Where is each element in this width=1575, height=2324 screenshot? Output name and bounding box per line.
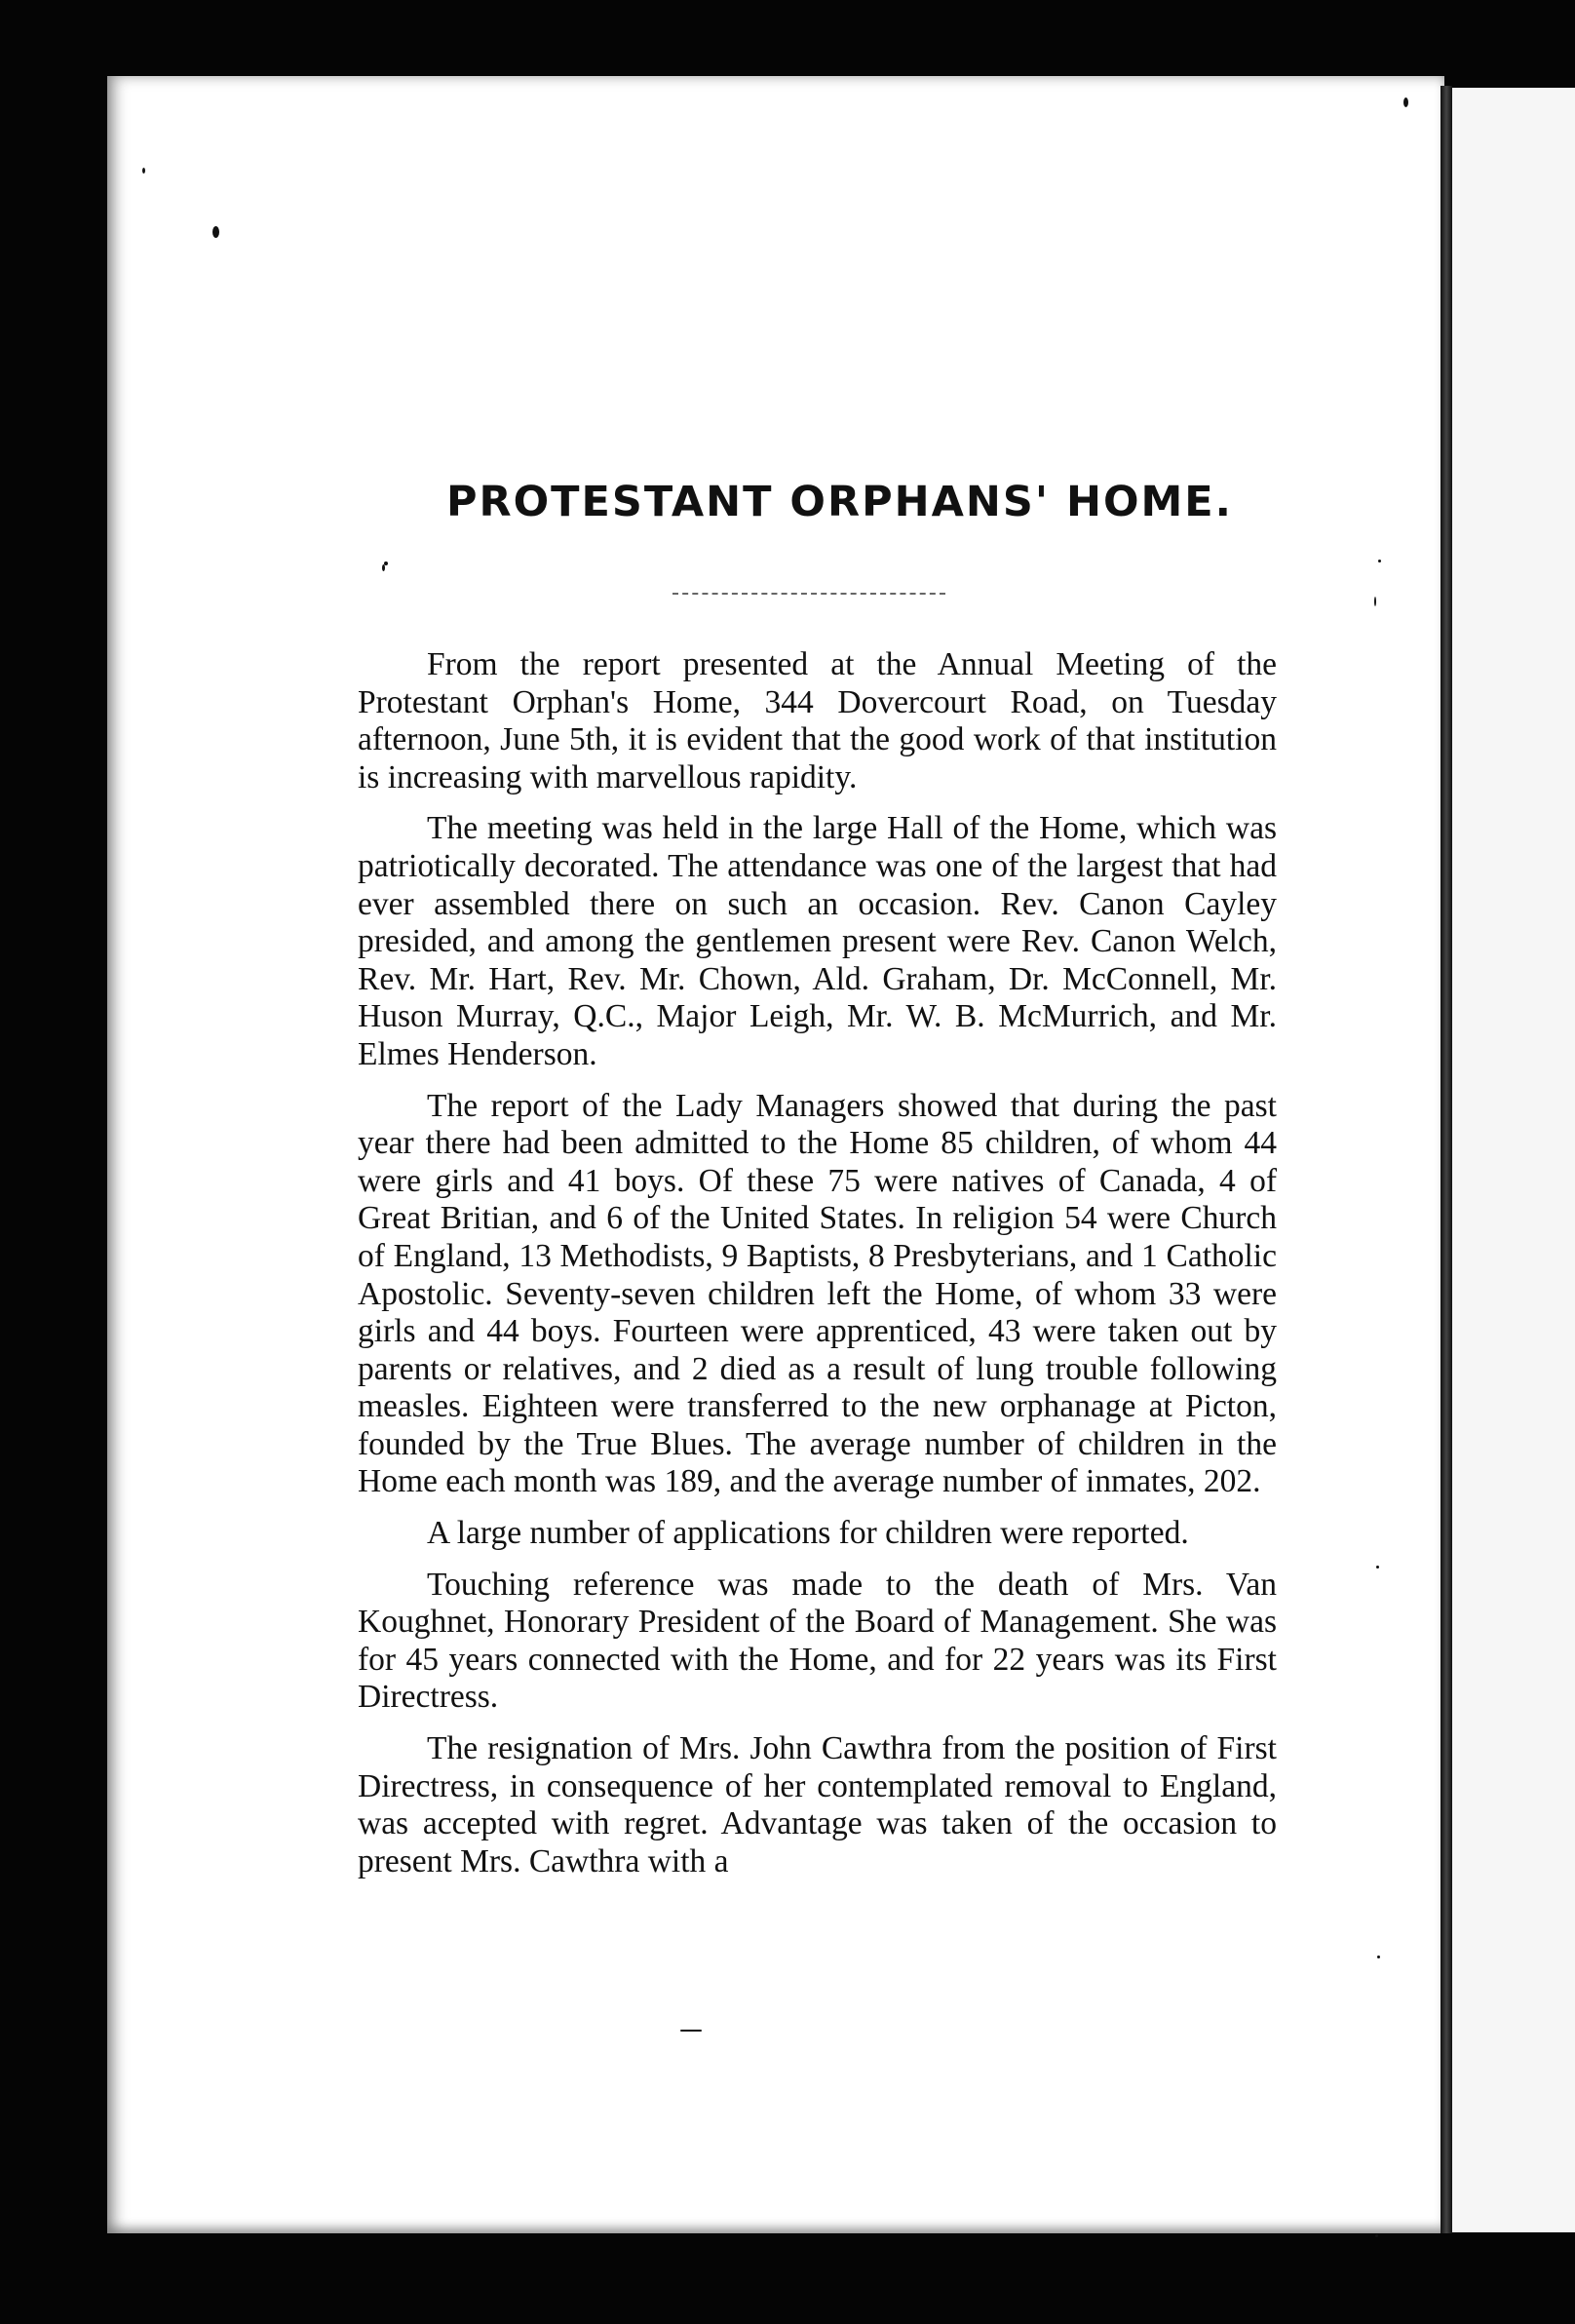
ink-speck (384, 562, 388, 565)
paragraph-cawthra-resignation: The resignation of Mrs. John Cawthra from the position of First Directress, in consequence of her contemplated removal to England, was accepted with regret. Advantage was taken of the occasion to present Mrs. Cawthra with a (358, 1730, 1277, 1879)
facing-page-margin (1452, 88, 1575, 2232)
paragraph-applications: A large number of applications for children were reported. (427, 1515, 1189, 1552)
ink-speck (1374, 597, 1376, 606)
document-title: PROTESTANT ORPHANS' HOME. (446, 478, 1233, 526)
ink-speck (1375, 2234, 1378, 2237)
page-fold-edge (1441, 86, 1452, 2233)
ink-speck (382, 564, 385, 571)
ink-speck (1376, 1566, 1379, 1569)
paragraph-lady-managers-report: The report of the Lady Managers showed that during the past year there had been admitted to the Home 85 children, of whom 44 were girls and 41 boys. Of these 75 were natives of Canada, 4 of Great Britian, and 6 of the United States. In religion 54 were Church of England, 13 Methodists, 9 Baptists, 8 Presbyterians, and 1 Catholic Apostolic. Seventy-seven children left the Home, of whom 33 were girls and 44 boys. Fourteen were apprenticed, 43 were taken out by parents or relatives, and 2 died as a result of lung trouble following measles. Eighteen were transferred to the new orphanage at Picton, founded by the True Blues. The average number of children in the Home each month was 189, and the average number of inmates, 202. (358, 1087, 1277, 1500)
paragraph-meeting-attendance: The meeting was held in the large Hall of the Home, which was patriotically decorated. The attendance was one of the largest that had ever assembled there on such an occasion. Rev. Canon Cayley presided, and among the gentlemen present were Rev. Canon Welch, Rev. Mr. Hart, Rev. Mr. Chown, Ald. Graham, Dr. McConnell, Mr. Huson Murray, Q.C., Major Leigh, Mr. W. B. McMurrich, and Mr. Elmes Henderson. (358, 810, 1277, 1072)
ink-speck (1378, 560, 1381, 562)
ink-speck (1377, 1956, 1380, 1958)
ink-speck (680, 2030, 702, 2032)
ink-speck (1403, 97, 1408, 107)
paragraph-van-koughnet: Touching reference was made to the death of Mrs. Van Koughnet, Honorary President of the Board of Management. She was for 45 years connected with the Home, and for 22 years was its First Directress. (358, 1566, 1277, 1716)
document-body (358, 646, 1277, 1894)
ink-speck (142, 168, 145, 174)
ink-speck (212, 226, 219, 238)
paragraph-annual-meeting: From the report presented at the Annual Meeting of the Protestant Orphan's Home, 344 Dovercourt Road, on Tuesday afternoon, June 5th, it is evident that the good work of that institution is increasing with marvellous rapidity. (358, 646, 1277, 795)
title-divider (672, 593, 945, 595)
